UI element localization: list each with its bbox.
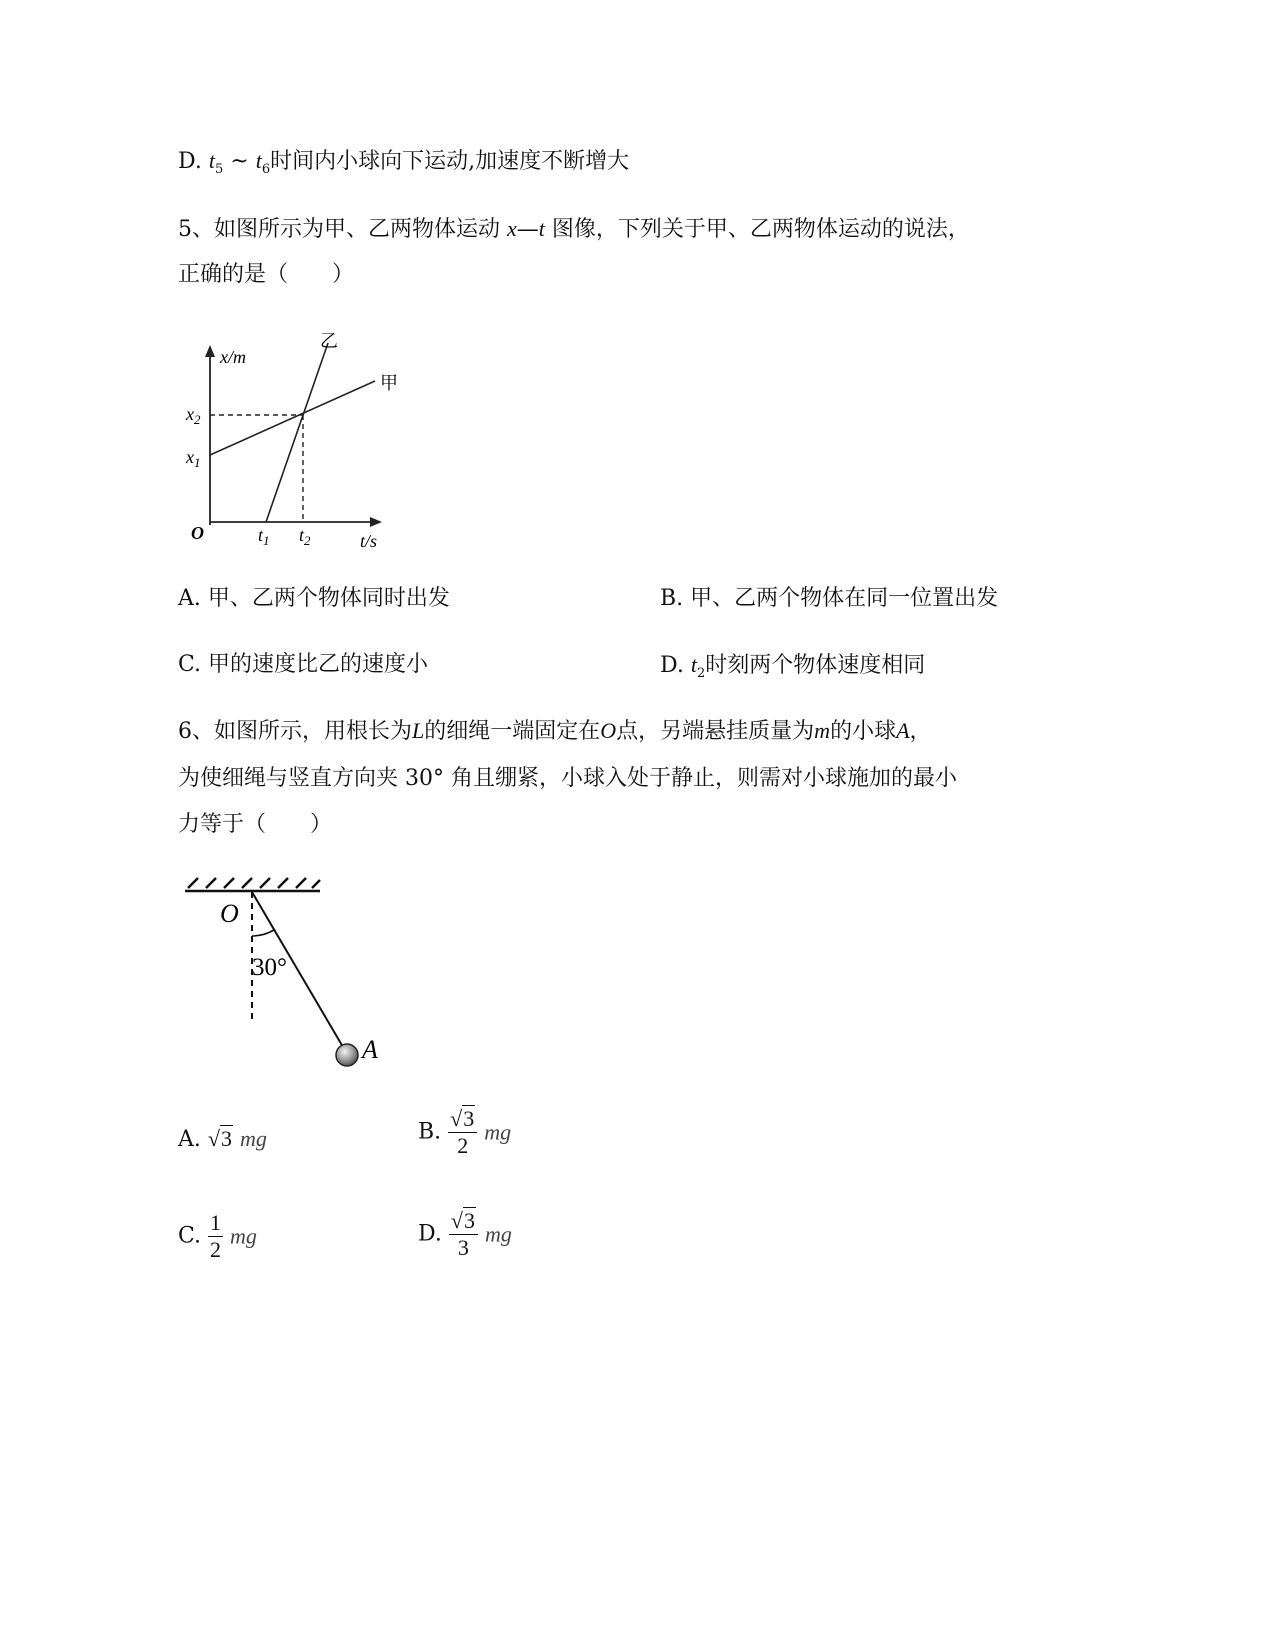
angle-arc — [252, 930, 274, 936]
q5-text-b: 图像，下列关于甲、乙两物体运动的说法， — [551, 217, 970, 242]
q6-var-A: A — [896, 718, 910, 743]
q6-text-c: 点，另端悬挂质量为 — [616, 719, 815, 744]
line-yi — [266, 343, 328, 522]
q6-stem-line1 — [178, 720, 932, 743]
option-label: D. — [178, 149, 202, 174]
sqrt-3: √3 — [207, 1126, 232, 1151]
mg: mg — [239, 1126, 267, 1151]
point-a-label: A — [362, 1035, 378, 1064]
option-label: D. — [660, 653, 684, 678]
line-yi-label: 乙 — [320, 331, 338, 351]
option-label: C. — [178, 1223, 202, 1249]
fraction-sqrt3-over-2: $\frac{√3}{2}$ — [448, 1108, 477, 1157]
q6-option-c[interactable] — [178, 1212, 257, 1261]
q6-text-e: ， — [909, 719, 932, 744]
q4-option-d — [178, 150, 629, 176]
ball — [336, 1044, 358, 1066]
q5-stem-line1 — [178, 218, 970, 241]
q6-var-O: O — [600, 718, 617, 743]
q6-option-a[interactable] — [178, 1128, 267, 1151]
t1-label: $t_1$ — [258, 525, 270, 548]
q6-var-L: L — [412, 718, 425, 743]
fraction-1-over-2: $\frac{1}{2}$ — [210, 1210, 222, 1262]
point-o-label: O — [220, 899, 239, 928]
q5-text-a: 5、如图所示为甲、乙两物体运动 — [178, 217, 500, 242]
t6-var: t — [255, 148, 262, 173]
t2-label: $t_2$ — [299, 525, 311, 548]
option-text: 时刻两个物体速度相同 — [705, 653, 926, 678]
x1-label: $x_1$ — [186, 447, 201, 470]
x-axis-label: t/s — [360, 531, 378, 551]
option-label: B. — [418, 1119, 442, 1145]
t6-sub: 6 — [261, 162, 271, 177]
t5-sub: 5 — [214, 162, 224, 177]
y-axis-arrow — [205, 345, 215, 357]
q6-pendulum-figure — [180, 870, 400, 1080]
q5-dash: — — [516, 217, 539, 242]
q5-option-b[interactable]: B. 甲、乙两个物体在同一位置出发 — [660, 586, 999, 611]
x2-label: $x_2$ — [186, 404, 201, 427]
q5-stem-line2: 正确的是（ ） — [178, 262, 355, 287]
ceiling-hatching — [188, 878, 320, 888]
t2-sub: 2 — [696, 666, 706, 681]
q6-option-d[interactable] — [418, 1210, 512, 1259]
line-jia-label: 甲 — [380, 373, 398, 393]
q6-text-b: 的细绳一端固定在 — [424, 719, 601, 744]
q5-xt-graph — [180, 325, 400, 555]
q5-option-d[interactable] — [660, 654, 925, 680]
q6-var-m: m — [814, 718, 831, 743]
q6-text-a: 6、如图所示，用根长为 — [178, 719, 412, 744]
q5-var-x: x — [507, 216, 517, 241]
option-label: A. — [178, 1127, 201, 1152]
t2-var: t — [690, 652, 697, 677]
q6-text-d: 的小球 — [830, 719, 897, 744]
q6-option-b[interactable] — [418, 1108, 511, 1157]
fraction-sqrt3-over-3: $\frac{√3}{3}$ — [449, 1210, 478, 1259]
t5-var: t — [208, 148, 215, 173]
q5-var-t: t — [538, 216, 545, 241]
q5-option-a[interactable]: A. 甲、乙两个物体同时出发 — [178, 586, 450, 611]
angle-label: 30° — [252, 954, 287, 981]
mg: mg — [484, 1221, 512, 1247]
option-label: D. — [418, 1221, 442, 1247]
y-axis-label: x/m — [220, 347, 246, 367]
tilde: ~ — [230, 149, 249, 174]
origin-label: O — [191, 523, 204, 543]
x-axis-arrow — [370, 517, 382, 527]
q6-stem-line2: 为使细绳与竖直方向夹 30° 角且绷紧，小球入处于静止，则需对小球施加的最小 — [178, 766, 957, 791]
mg: mg — [484, 1119, 512, 1145]
q6-stem-line3: 力等于（ ） — [178, 812, 333, 837]
mg: mg — [230, 1223, 257, 1249]
option-text: 时间内小球向下运动,加速度不断增大 — [270, 149, 630, 174]
q5-option-c[interactable]: C. 甲的速度比乙的速度小 — [178, 652, 429, 677]
